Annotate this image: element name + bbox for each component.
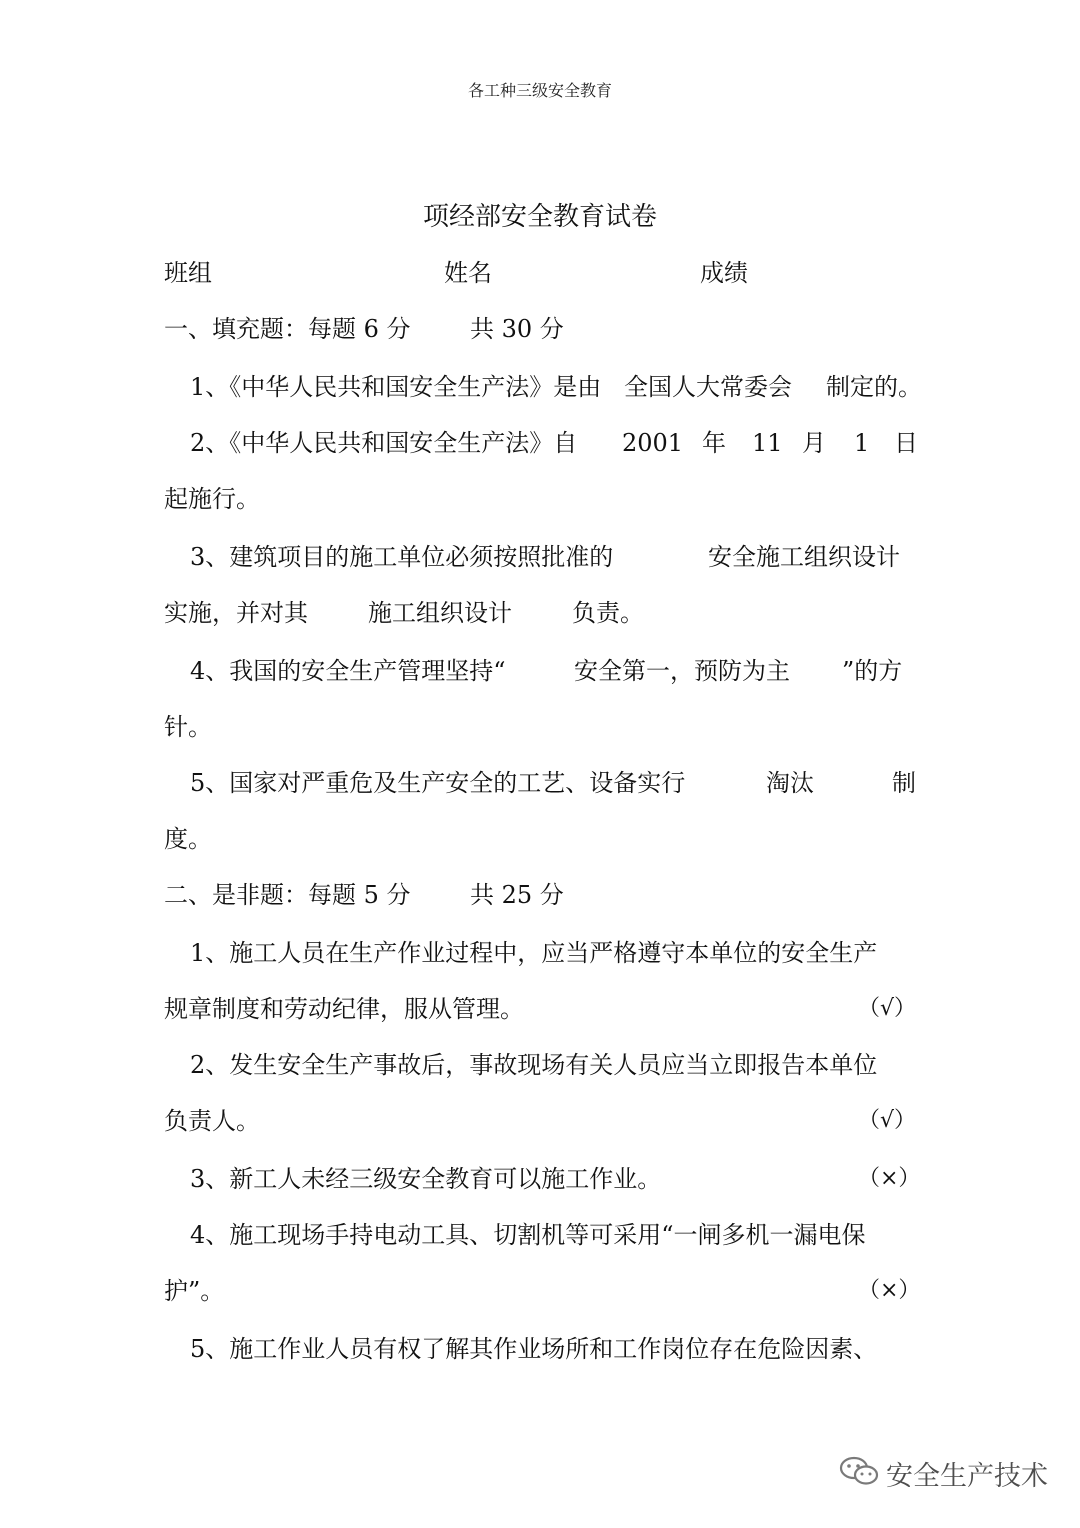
tf-q1-line2: 规章制度和劳动纪律，服从管理。: [164, 995, 524, 1023]
fill-q4-answer: 安全第一，预防为主: [574, 657, 790, 685]
tf-q2-line2: 负责人。: [164, 1107, 260, 1135]
fill-q4-text: 4、我国的安全生产管理坚持“: [190, 657, 506, 685]
fill-q1-tail: 制定的。: [826, 373, 922, 401]
fill-q2-line2: 起施行。: [164, 485, 260, 513]
tf-q3-mark: （×）: [858, 1166, 921, 1191]
name-label: 姓名: [444, 259, 492, 287]
fill-q2-year: 2001: [622, 429, 684, 457]
page-header: 各工种三级安全教育: [467, 81, 612, 100]
tf-q4-line1: 4、施工现场手持电动工具、切割机等可采用“一闸多机一漏电保: [190, 1221, 866, 1249]
tf-q5-line1: 5、施工作业人员有权了解其作业场所和工作岗位存在危险因素、: [190, 1335, 878, 1363]
exam-title: 项经部安全教育试卷: [422, 202, 657, 232]
section2-total: 共 25 分: [470, 881, 564, 909]
fill-q3-answer1: 安全施工组织设计: [708, 543, 900, 571]
section1-total: 共 30 分: [470, 315, 564, 343]
fill-q2-text: 2、《中华人民共和国安全生产法》自: [190, 429, 578, 457]
score-label: 成绩: [700, 259, 748, 287]
fill-q2-year-unit: 年: [702, 429, 726, 457]
fill-q4-line2: 针。: [164, 713, 212, 741]
tf-q2-line1: 2、发生安全生产事故后，事故现场有关人员应当立即报告本单位: [190, 1051, 878, 1079]
fill-q2-day-unit: 日: [894, 429, 918, 457]
tf-q4-mark: （×）: [858, 1278, 921, 1303]
fill-q3-answer2: 施工组织设计: [368, 599, 512, 627]
fill-q5-answer: 淘汰: [766, 769, 814, 797]
fill-q3-line2-b: 负责。: [572, 599, 644, 627]
fill-q2-day: 1: [854, 429, 870, 457]
tf-q4-line2: 护”。: [164, 1277, 225, 1305]
fill-q3-text: 3、建筑项目的施工单位必须按照批准的: [190, 543, 614, 571]
fill-q1-text: 1、《中华人民共和国安全生产法》是由: [190, 373, 602, 401]
fill-q5-tail: 制: [892, 769, 916, 797]
tf-q3-line1: 3、新工人未经三级安全教育可以施工作业。: [190, 1165, 662, 1193]
fill-q2-month-unit: 月: [802, 429, 826, 457]
fill-q5-text: 5、国家对严重危及生产安全的工艺、设备实行: [190, 769, 686, 797]
class-label: 班组: [164, 259, 212, 287]
tf-q2-mark: （√）: [858, 1108, 917, 1133]
wechat-icon: [838, 1455, 882, 1487]
section1-heading: 一、填充题：每题 6 分: [164, 315, 411, 343]
watermark-text: 安全生产技术: [886, 1461, 1048, 1492]
fill-q3-line2-a: 实施，并对其: [164, 599, 308, 627]
fill-q5-line2: 度。: [164, 825, 212, 853]
tf-q1-line1: 1、施工人员在生产作业过程中，应当严格遵守本单位的安全生产: [190, 939, 878, 967]
fill-q2-month: 11: [752, 429, 783, 457]
tf-q1-mark: （√）: [858, 996, 917, 1021]
fill-q1-answer: 全国人大常委会: [624, 373, 792, 401]
fill-q4-tail: ”的方: [842, 657, 903, 685]
section2-heading: 二、是非题：每题 5 分: [164, 881, 411, 909]
